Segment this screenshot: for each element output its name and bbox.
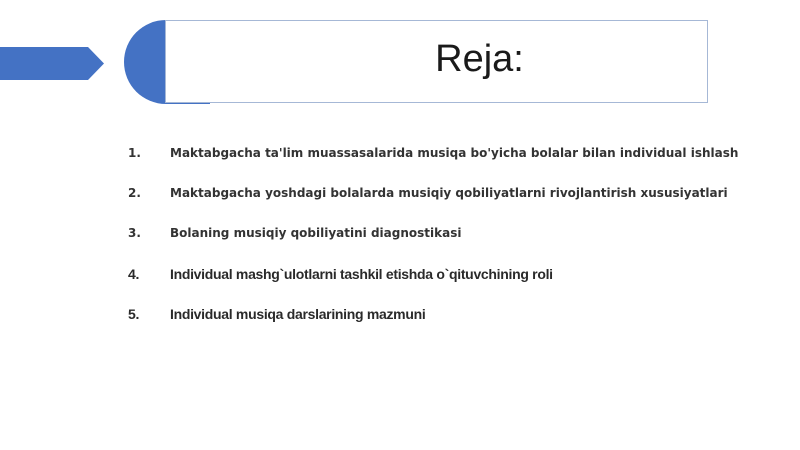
arrow-shape-decoration xyxy=(0,47,104,80)
title-box xyxy=(165,20,708,103)
agenda-item-number: 3. xyxy=(128,226,141,240)
agenda-item-number: 4. xyxy=(128,266,140,282)
agenda-item-text: Bolaning musiqiy qobiliyatini diagnostikasi xyxy=(170,226,462,240)
agenda-item-2 xyxy=(128,186,768,226)
agenda-item-number: 5. xyxy=(128,306,140,322)
slide-title: Reja: xyxy=(435,38,524,80)
agenda-item-number: 2. xyxy=(128,186,141,200)
agenda-item-text: Individual mashg`ulotlarni tashkil etishda o`qituvchining roli xyxy=(170,266,553,282)
agenda-item-3 xyxy=(128,226,768,266)
agenda-item-text: Individual musiqa darslarining mazmuni xyxy=(170,306,426,322)
agenda-item-5 xyxy=(128,306,768,346)
agenda-item-4 xyxy=(128,266,768,306)
agenda-list xyxy=(128,146,768,346)
agenda-item-text: Maktabgacha yoshdagi bolalarda musiqiy qobiliyatlarni rivojlantirish xususiyatlari xyxy=(170,186,728,200)
agenda-item-number: 1. xyxy=(128,146,141,160)
agenda-item-1 xyxy=(128,146,768,186)
agenda-item-text: Maktabgacha ta'lim muassasalarida musiqa bo'yicha bolalar bilan individual ishlash xyxy=(170,146,739,160)
